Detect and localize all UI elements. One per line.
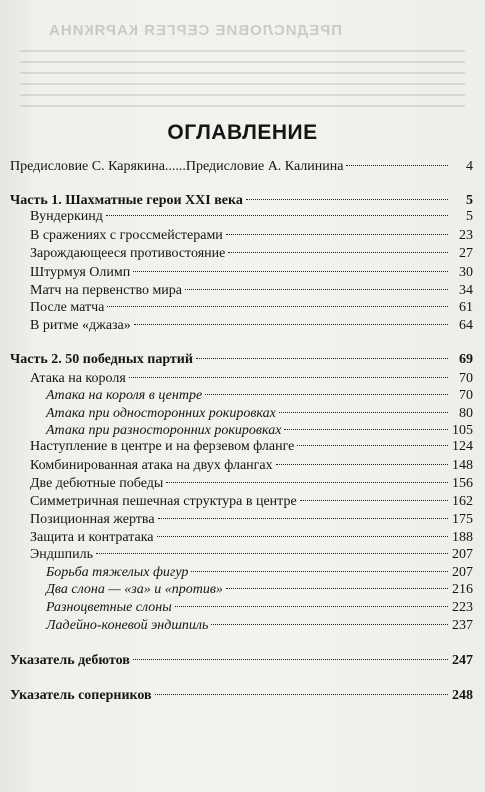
toc-entry <box>10 686 473 706</box>
toc-entry <box>10 157 473 177</box>
toc-entry-page: 175 <box>452 512 473 527</box>
toc-entry-page: 69 <box>459 352 473 367</box>
toc-entry-label: Указатель соперников <box>10 688 152 703</box>
toc-entry-page: 188 <box>452 530 473 545</box>
dot-leader <box>297 445 448 446</box>
toc-entry <box>30 474 473 494</box>
toc-entry-page: 27 <box>459 246 473 261</box>
toc-entry-label: Два слона — «за» и «против» <box>46 582 223 597</box>
toc-entry-label: Симметричная пешечная структура в центре <box>30 494 297 509</box>
toc-entry-label: Указатель дебютов <box>10 653 130 668</box>
dot-leader <box>107 306 448 307</box>
toc-entry <box>30 207 473 227</box>
toc-entry-label: Часть 2. 50 победных партий <box>10 352 193 367</box>
toc-entry <box>30 226 473 246</box>
toc-entry-label: Две дебютные победы <box>30 476 164 491</box>
dot-leader <box>246 199 448 200</box>
toc-entry-label: Эндшпиль <box>30 547 93 562</box>
toc-entry-page: 248 <box>452 688 473 703</box>
dot-leader <box>211 624 448 625</box>
toc-entry-label: Наступление в центре и на ферзевом фланге <box>30 439 295 454</box>
dot-leader <box>226 588 448 589</box>
dot-leader <box>175 606 448 607</box>
toc-entry-page: 207 <box>452 547 473 562</box>
toc-entry-label: Ладейно-коневой эндшпиль <box>46 618 209 633</box>
toc-entry-label: Вундеркинд <box>30 209 103 224</box>
toc-entry-label: В ритме «джаза» <box>30 318 131 333</box>
toc-entry-label: Атака на короля в центре <box>46 388 203 403</box>
page-title: ОГЛАВЛЕНИЕ <box>167 121 318 144</box>
dot-leader <box>300 500 448 501</box>
dot-leader <box>158 518 448 519</box>
dot-leader <box>205 394 448 395</box>
toc-entry-label: Позиционная жертва <box>30 512 155 527</box>
toc-entry <box>10 350 473 370</box>
toc-entry-page: 5 <box>466 209 473 224</box>
toc-entry-label: После матча <box>30 300 105 315</box>
toc-entry-label: В сражениях с гроссмейстерами <box>30 228 223 243</box>
toc-entry <box>46 386 473 406</box>
toc-entry-label: Зарождающееся противостояние <box>30 246 226 261</box>
dot-leader <box>134 324 448 325</box>
toc-entry <box>30 545 473 565</box>
toc-entry-page: 237 <box>452 618 473 633</box>
toc-entry-page: 30 <box>459 265 473 280</box>
toc-entry <box>30 244 473 264</box>
dot-leader <box>284 429 448 430</box>
dot-leader <box>276 464 448 465</box>
dot-leader <box>279 412 448 413</box>
toc-entry-page: 105 <box>452 423 473 438</box>
toc-entry-page: 223 <box>452 600 473 615</box>
toc-entry-page: 23 <box>459 228 473 243</box>
dot-leader <box>346 165 448 166</box>
dot-leader <box>166 482 448 483</box>
toc-entry <box>30 492 473 512</box>
dot-leader <box>155 694 448 695</box>
toc-entry-page: 247 <box>452 653 473 668</box>
toc-entry-page: 162 <box>452 494 473 509</box>
toc-entry <box>10 651 473 671</box>
toc-entry-label: Матч на первенство мира <box>30 283 183 298</box>
toc-entry <box>46 598 473 618</box>
dot-leader <box>226 234 448 235</box>
dot-leader <box>133 659 448 660</box>
dot-leader <box>191 571 448 572</box>
bleed-through-title: ПРЕДИСЛОВИЕ СЕРГЕЯ КАРЯКИНА <box>48 22 342 39</box>
toc-entry-label: Борьба тяжелых фигур <box>46 565 189 580</box>
toc-entry <box>30 298 473 318</box>
toc-entry-page: 5 <box>466 193 473 208</box>
toc-entry-page: 34 <box>459 283 473 298</box>
toc-entry <box>46 616 473 636</box>
toc-entry-page: 148 <box>452 458 473 473</box>
toc-entry-page: 207 <box>452 565 473 580</box>
toc-entry <box>30 456 473 476</box>
toc-entry-label: Предисловие С. Карякина......Предисловие А. Калинина <box>10 159 344 174</box>
toc-entry <box>30 263 473 283</box>
dot-leader <box>157 536 448 537</box>
dot-leader <box>133 271 448 272</box>
toc-entry-label: Комбинированная атака на двух флангах <box>30 458 273 473</box>
toc-entry-label: Защита и контратака <box>30 530 154 545</box>
toc-entry-label: Часть 1. Шахматные герои XXI века <box>10 193 243 208</box>
toc-entry-page: 4 <box>466 159 473 174</box>
toc-entry-page: 156 <box>452 476 473 491</box>
toc-entry-label: Разноцветные слоны <box>46 600 172 615</box>
toc-entry-label: Атака на короля <box>30 371 126 386</box>
toc-entry-page: 80 <box>459 406 473 421</box>
dot-leader <box>185 289 448 290</box>
toc-entry-label: Штурмуя Олимп <box>30 265 131 280</box>
toc-entry-page: 70 <box>459 371 473 386</box>
toc-entry-page: 61 <box>459 300 473 315</box>
toc-entry-page: 70 <box>459 388 473 403</box>
toc-entry <box>30 316 473 336</box>
toc-entry <box>46 580 473 600</box>
toc-entry-label: Атака при односторонних рокировках <box>46 406 276 421</box>
toc-entry-label: Атака при разносторонних рокировках <box>46 423 282 438</box>
toc-entry <box>30 437 473 457</box>
toc-entry <box>30 510 473 530</box>
dot-leader <box>129 377 448 378</box>
dot-leader <box>96 553 448 554</box>
dot-leader <box>196 358 448 359</box>
toc-entry-page: 124 <box>452 439 473 454</box>
toc-entry-page: 216 <box>452 582 473 597</box>
dot-leader <box>228 252 448 253</box>
toc-entry-page: 64 <box>459 318 473 333</box>
dot-leader <box>106 215 448 216</box>
